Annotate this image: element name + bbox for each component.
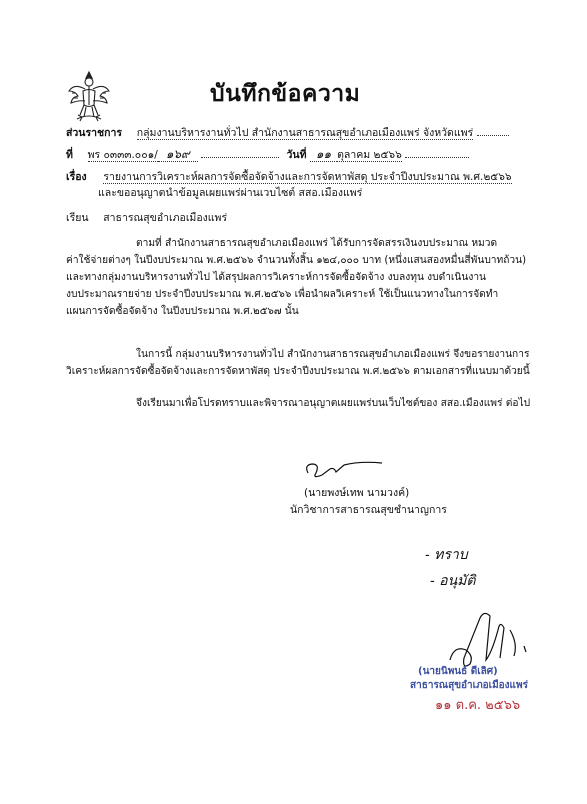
memo-title: บันทึกข้อความ <box>210 81 361 107</box>
p1-line: และทางกลุ่มงานบริหารงานทั่วไป ได้สรุปผลการวิเคราะห์การจัดซื้อจัดจ้าง งบลงทุน งบดำเนินงาน <box>66 272 487 283</box>
agency-value: กลุ่มงานบริหารงานทั่วไป สำนักงานสาธารณสุขอำเภอเมืองแพร่ จังหวัดแพร่ <box>136 127 474 139</box>
ref-number: พร ๐๓๓๓.๐๐๑/ <box>87 149 158 161</box>
garuda-emblem-icon <box>66 69 112 123</box>
to-label: เรียน <box>66 212 89 224</box>
p1-line: ตามที่ สำนักงานสาธารณสุขอำเภอเมืองแพร่ ได้รับการจัดสรรเงินงบประมาณ หมวด <box>136 238 498 249</box>
agency-label: ส่วนราชการ <box>66 127 123 139</box>
subject-row <box>66 168 512 185</box>
stamp-title: สาธารณสุขอำเภอเมืองแพร่ <box>410 680 528 691</box>
p1-line: ค่าใช้จ่ายต่างๆ ในปีงบประมาณ พ.ศ.๒๕๖๖ จำนวนทั้งสิ้น ๑๒๔,๐๐๐ บาท (หนึ่งแสนสองหมื่นสี่พันบาทถ้วน) <box>66 255 527 266</box>
paragraph-1 <box>66 235 526 320</box>
salutation-row <box>66 209 227 226</box>
agency-row <box>66 124 509 141</box>
stamp-name: (นายนิพนธ์ ดีเลิศ) <box>418 666 498 677</box>
to-value: สาธารณสุขอำเภอเมืองแพร่ <box>103 212 228 224</box>
p1-line: งบประมาณรายจ่าย ประจำปีงบประมาณ พ.ศ.๒๕๖๖ เพื่อนำผลวิเคราะห์ ใช้เป็นแนวทางในการจัดทำ <box>66 289 499 300</box>
ref-handwritten: ๑๖๙ <box>158 147 198 162</box>
paragraph-2 <box>66 346 530 380</box>
date-handwritten: ๑๑ <box>310 147 337 162</box>
p2-line: วิเคราะห์ผลการจัดซื้อจัดจ้างและการจัดหาพัสดุ ประจำปีงบประมาณ พ.ศ.๒๕๖๖ ตามเอกสารที่แนบมาด้วยนี้ <box>66 366 530 377</box>
subject-line-2: และขออนุญาตนำข้อมูลเผยแพร่ผ่านเวบไซต์ สสอ.เมืองแพร่ <box>98 187 363 199</box>
ref-label: ที่ <box>66 149 73 161</box>
signer-position: นักวิชาการสาธารณสุขชำนาญการ <box>290 504 447 516</box>
date-value: ตุลาคม ๒๕๖๖ <box>337 149 402 161</box>
subject-label: เรื่อง <box>66 171 87 183</box>
p2-line: ในการนี้ กลุ่มงานบริหารงานทั่วไป สำนักงานสาธารณสุขอำเภอเมืองแพร่ จึงขอรายงานการ <box>136 349 530 360</box>
reference-row <box>66 145 536 164</box>
p1-line: แผนการจัดซื้อจัดจ้าง ในปีงบประมาณ พ.ศ.๒๕๖๗ นั้น <box>66 306 299 317</box>
note-acknowledge: - ทราบ <box>425 547 468 563</box>
note-approve: - อนุมัติ <box>430 573 476 589</box>
paragraph-3: จึงเรียนมาเพื่อโปรดทราบและพิจารณาอนุญาตเผยแพร่บนเว็บไซต์ของ สสอ.เมืองแพร่ ต่อไป <box>136 398 531 409</box>
signer-name: (นายพงษ์เทพ นามวงค์) <box>304 487 410 499</box>
subject-line-1: รายงานการวิเคราะห์ผลการจัดซื้อจัดจ้างและการจัดหาพัสดุ ประจำปีงบประมาณ พ.ศ.๒๕๖๖ <box>103 171 512 183</box>
date-label: วันที่ <box>286 149 307 161</box>
director-signature-icon <box>440 600 535 670</box>
stamp-date: ๑๑ ต.ค. ๒๕๖๖ <box>435 698 521 713</box>
signature-scribble-icon <box>300 455 390 483</box>
